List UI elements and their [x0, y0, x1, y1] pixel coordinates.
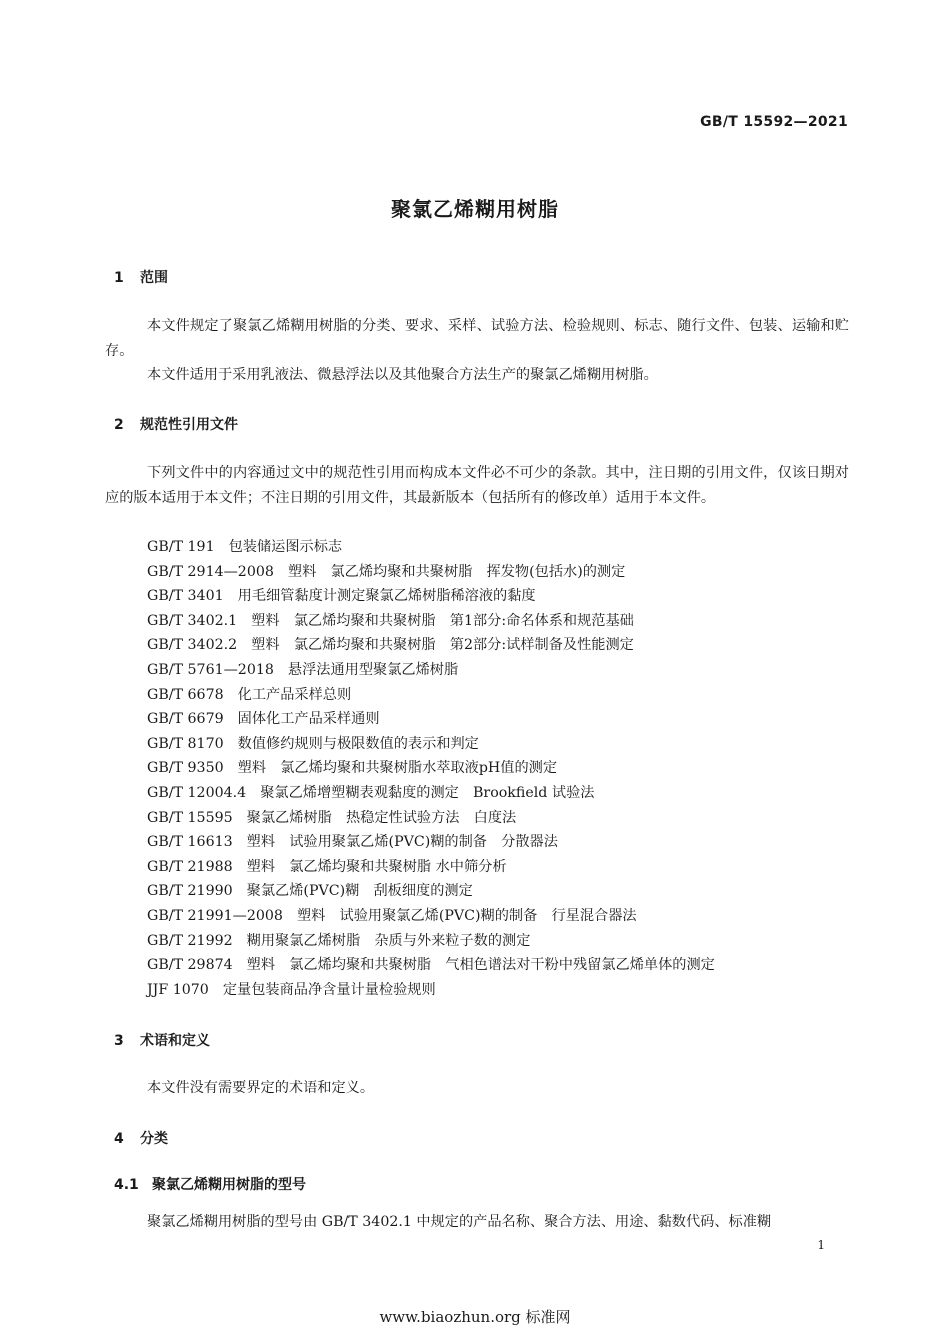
footer-watermark: www.biaozhun.org 标准网	[379, 1308, 571, 1326]
reference-code: GB/T 2914—2008	[147, 563, 274, 580]
reference-code: GB/T 3402.2	[147, 637, 238, 654]
document-title: 聚氯乙烯糊用树脂	[391, 197, 559, 221]
reference-title: 糊用聚氯乙烯树脂 杂质与外来粒子数的测定	[246, 932, 531, 949]
reference-item	[147, 879, 715, 904]
reference-item	[147, 683, 715, 708]
section-number: 2	[114, 417, 124, 433]
reference-code: GB/T 29874	[147, 957, 233, 974]
reference-title: 塑料 氯乙烯均聚和共聚树脂 第1部分:命名体系和规范基础	[251, 612, 634, 629]
reference-item	[147, 707, 715, 732]
section-heading-normative-references	[114, 414, 238, 434]
reference-title: 塑料 试验用聚氯乙烯(PVC)糊的制备 行星混合器法	[296, 907, 637, 924]
reference-item	[147, 904, 715, 929]
page-number: 1	[817, 1238, 825, 1252]
reference-code: GB/T 21991—2008	[147, 907, 283, 924]
subsection-title: 聚氯乙烯糊用树脂的型号	[152, 1177, 306, 1193]
reference-code: GB/T 3401	[147, 588, 224, 605]
reference-code: GB/T 6678	[147, 686, 224, 703]
reference-title: 固体化工产品采样通则	[237, 711, 380, 728]
section-number: 4	[114, 1131, 124, 1147]
reference-code: GB/T 6679	[147, 711, 224, 728]
terms-paragraph: 本文件没有需要界定的术语和定义。	[147, 1080, 375, 1096]
section-title: 范围	[140, 270, 168, 286]
reference-code: JJF 1070	[147, 981, 209, 998]
section-title: 规范性引用文件	[140, 417, 238, 433]
section-heading-terms	[114, 1030, 210, 1050]
reference-title: 用毛细管黏度计测定聚氯乙烯树脂稀溶液的黏度	[237, 588, 536, 605]
reference-title: 塑料 氯乙烯均聚和共聚树脂水萃取液pH值的测定	[237, 760, 558, 777]
scope-paragraph-1: 本文件规定了聚氯乙烯糊用树脂的分类、要求、采样、试验方法、检验规则、标志、随行文件、包装、运输和贮存。	[105, 318, 849, 359]
reference-item	[147, 929, 715, 954]
reference-item	[147, 535, 715, 560]
reference-item	[147, 609, 715, 634]
reference-list	[147, 535, 715, 1002]
reference-title: 聚氯乙烯(PVC)糊 刮板细度的测定	[246, 883, 473, 900]
references-intro-paragraph: 下列文件中的内容通过文中的规范性引用而构成本文件必不可少的条款。其中，注日期的引用文件，仅该日期对应的版本适用于本文件；不注日期的引用文件，其最新版本（包括所有的修改单）适用于本文件。	[105, 465, 849, 506]
section-heading-scope	[114, 267, 168, 287]
reference-title: 包装储运图示标志	[228, 539, 343, 555]
section-heading-classification	[114, 1128, 168, 1148]
reference-item	[147, 658, 715, 683]
reference-code: GB/T 9350	[147, 760, 224, 777]
reference-item	[147, 756, 715, 781]
reference-title: 塑料 氯乙烯均聚和共聚树脂 气相色谱法对干粉中残留氯乙烯单体的测定	[246, 957, 715, 974]
reference-code: GB/T 16613	[147, 834, 233, 851]
section-title: 术语和定义	[140, 1033, 210, 1049]
subsection-heading-model	[114, 1174, 306, 1194]
reference-title: 数值修约规则与极限数值的表示和判定	[237, 735, 479, 752]
reference-code: GB/T 21992	[147, 932, 233, 949]
section-title: 分类	[140, 1131, 168, 1147]
reference-item	[147, 830, 715, 855]
section-number: 3	[114, 1033, 124, 1049]
reference-title: 定量包装商品净含量计量检验规则	[222, 981, 436, 998]
reference-item	[147, 953, 715, 978]
reference-item	[147, 584, 715, 609]
reference-title: 化工产品采样总则	[237, 686, 352, 703]
reference-code: GB/T 3402.1	[147, 612, 238, 629]
reference-title: 聚氯乙烯树脂 热稳定性试验方法 白度法	[246, 809, 517, 826]
reference-item	[147, 633, 715, 658]
reference-item	[147, 855, 715, 880]
standard-number: GB/T 15592—2021	[700, 114, 848, 130]
model-paragraph: 聚氯乙烯糊用树脂的型号由 GB/T 3402.1 中规定的产品名称、聚合方法、用途、黏数代码、标准糊	[147, 1214, 772, 1230]
reference-code: GB/T 191	[147, 539, 215, 555]
reference-title: 塑料 试验用聚氯乙烯(PVC)糊的制备 分散器法	[246, 834, 558, 851]
subsection-number: 4.1	[114, 1177, 139, 1193]
reference-code: GB/T 15595	[147, 809, 233, 826]
reference-item	[147, 806, 715, 831]
reference-item	[147, 560, 715, 585]
scope-paragraph-2: 本文件适用于采用乳液法、微悬浮法以及其他聚合方法生产的聚氯乙烯糊用树脂。	[147, 367, 658, 383]
reference-item	[147, 978, 715, 1003]
reference-code: GB/T 12004.4	[147, 784, 247, 801]
reference-item	[147, 781, 715, 806]
reference-title: 塑料 氯乙烯均聚和共聚树脂 第2部分:试样制备及性能测定	[251, 637, 634, 654]
section-number: 1	[114, 270, 124, 286]
reference-code: GB/T 8170	[147, 735, 224, 752]
reference-code: GB/T 21988	[147, 858, 233, 875]
reference-code: GB/T 5761—2018	[147, 661, 274, 678]
reference-title: 塑料 氯乙烯均聚和共聚树脂 挥发物(包括水)的测定	[287, 563, 626, 580]
reference-item	[147, 732, 715, 757]
reference-title: 悬浮法通用型聚氯乙烯树脂	[287, 661, 459, 678]
reference-code: GB/T 21990	[147, 883, 233, 900]
reference-title: 聚氯乙烯增塑糊表观黏度的测定 Brookfield 试验法	[260, 784, 595, 801]
reference-title: 塑料 氯乙烯均聚和共聚树脂 水中筛分析	[246, 858, 507, 875]
